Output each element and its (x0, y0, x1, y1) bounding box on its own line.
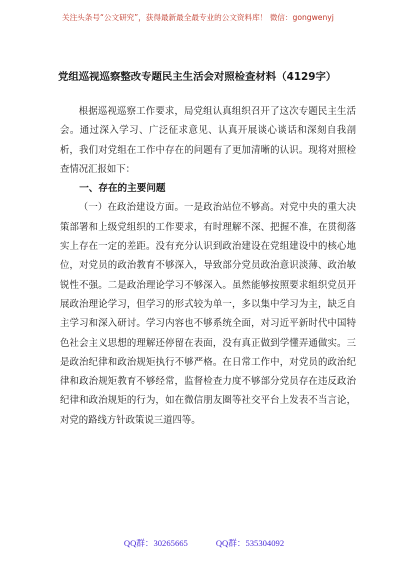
section-heading: 一、存在的主要问题 (79, 183, 166, 195)
qq-group-1: QQ群：30265665 (123, 538, 188, 548)
header-banner: 关注头条号“公文研究”，获得最新最全最专业的公文资料库！ 微信：gongwenyj (62, 13, 334, 22)
document-body (60, 102, 356, 430)
document-title: 党组巡视巡察整改专题民主生活会对照检查材料（4129字） (58, 71, 337, 83)
footer-contact (0, 537, 408, 551)
intro-paragraph: 根据巡视巡察工作要求，局党组认真组织召开了这次专题民主生活会。通过深入学习、广泛征求意见、认真开展谈心谈话和深刻自我剖析，我们对党组在工作中存在的问题有了更加清晰的认识。现将对照检查情况汇报如下： (60, 106, 356, 175)
body-paragraph: （一）在政治建设方面。一是政治站位不够高。对党中央的重大决策部署和上级党组织的工作要求，有时理解不深、把握不准，在贯彻落实上存在一定的差距。没有充分认识到政治建设在党组建设中的核心地位，对党员的政治教育不够深入，导致部分党员政治意识淡薄、政治敏锐性不强。二是政治理论学习不够深入。虽然能够按照要求组织党员开展政治理论学习，但学习的形式较为单一，多以集中学习为主，缺乏自主学习和深入研讨。学习内容也不够系统全面，对习近平新时代中国特色社会主义思想的理解还停留在表面，没有真正做到学懂弄通做实。三是政治纪律和政治规矩执行不够严格。在日常工作中，对党员的政治纪律和政治规矩教育不够经常，监督检查力度不够部分党员存在违反政治纪律和政治规矩的行为，如在微信朋友圈等社交平台上发表不当言论，对党的路线方针政策说三道四等。 (60, 202, 356, 426)
qq-group-2: QQ群：535304092 (215, 538, 285, 548)
